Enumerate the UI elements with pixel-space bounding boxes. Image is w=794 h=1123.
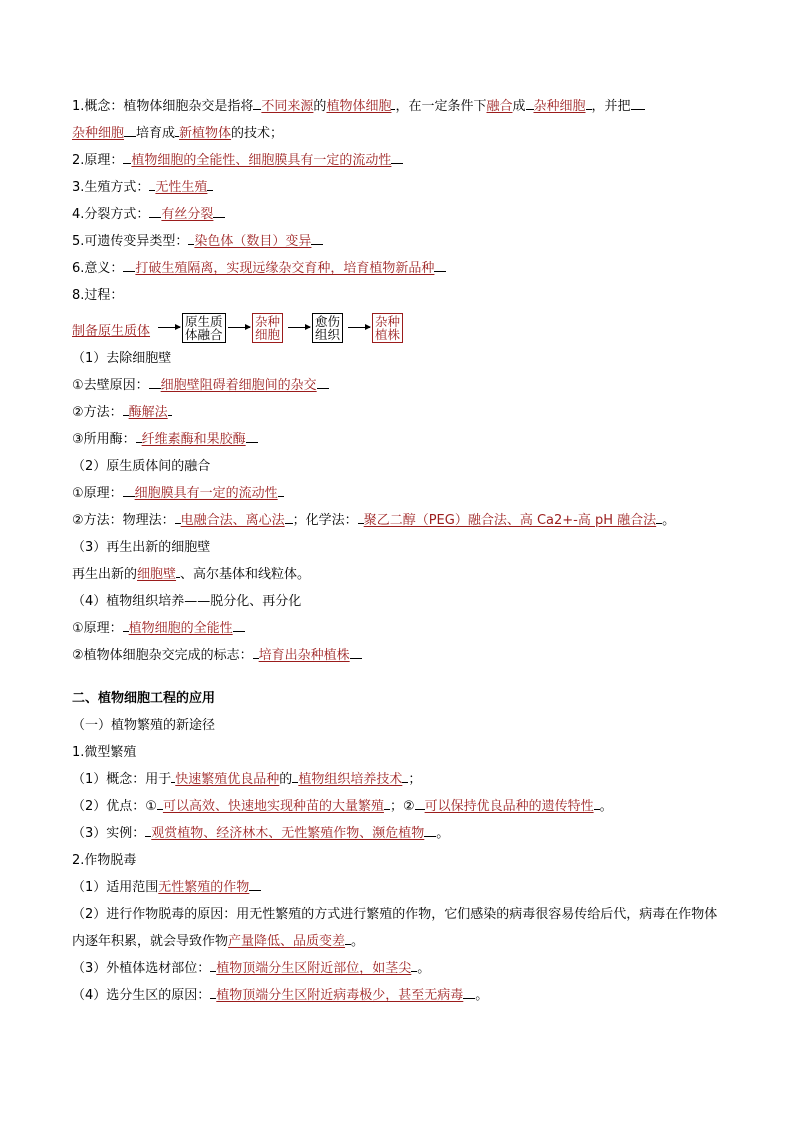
answer-reproduction: 无性生殖 [155, 180, 208, 195]
answer-scope: 无性繁殖的作物 [158, 880, 250, 895]
detox-why [72, 982, 722, 1009]
text: 。 [417, 961, 431, 976]
step2-principle [72, 480, 722, 507]
blank [424, 824, 436, 837]
label: （4）选分生区的原因： [72, 988, 211, 1003]
text: 的 [313, 99, 327, 114]
box-text: 原生质 [185, 314, 223, 329]
box-text: 植株 [375, 327, 401, 342]
blank [207, 178, 213, 191]
answer-membrane-fluidity: 细胞膜具有一定的流动性 [134, 486, 278, 501]
box-text: 体融合 [185, 327, 223, 342]
box-text: 组织 [315, 327, 341, 342]
micro-examples [72, 820, 722, 847]
label: 6.意义： [72, 261, 124, 276]
label: ③所用酶： [72, 432, 136, 447]
text: 的技术； [231, 126, 284, 141]
flow-box-fusion [182, 313, 226, 343]
answer-tissue-culture: 植物组织培养技术 [298, 772, 403, 787]
blank [317, 376, 329, 389]
text: 1.概念：植物体细胞杂交是指将 [72, 99, 254, 114]
blank [124, 124, 136, 137]
label: ②植物体细胞杂交完成的标志： [72, 648, 253, 663]
arrow-icon [158, 327, 180, 328]
label: （3）实例： [72, 826, 146, 841]
step2-method [72, 507, 722, 534]
label: ；化学法： [292, 513, 358, 528]
text: 。 [475, 988, 489, 1003]
label: 3.生殖方式： [72, 180, 150, 195]
answer-hybrid-cell: 杂种细胞 [533, 99, 586, 114]
principle-line [72, 147, 722, 174]
step1-title: （1）去除细胞壁 [72, 351, 172, 366]
label: （1）概念：用于 [72, 772, 172, 787]
answer-wall-reason: 细胞壁阻碍着细胞间的杂交 [160, 378, 317, 393]
micro-concept [72, 766, 722, 793]
meaning-line [72, 255, 722, 282]
answer-cell-wall: 细胞壁 [137, 567, 177, 582]
blank [213, 205, 225, 218]
concept-line-1 [72, 93, 722, 120]
arrow-icon [348, 327, 370, 328]
label: ①原理： [72, 486, 123, 501]
step4-sign [72, 642, 722, 669]
label: 5.可遗传变异类型： [72, 234, 189, 249]
flow-box-callus [312, 313, 343, 343]
step3-title: （3）再生出新的细胞壁 [72, 540, 211, 555]
answer-principle: 植物细胞的全能性、细胞膜具有一定的流动性 [131, 153, 392, 168]
text: ，并把 [591, 99, 631, 114]
text: 。 [436, 826, 450, 841]
blank [149, 205, 161, 218]
label: ②方法：物理法： [72, 513, 175, 528]
label: ①原理： [72, 621, 123, 636]
answer-completion-sign: 培育出杂种植株 [258, 648, 350, 663]
answer-division: 有丝分裂 [161, 207, 214, 222]
answer-advantage-1: 可以高效、快速地实现种苗的大量繁殖 [162, 799, 384, 814]
concept-line-2 [72, 120, 722, 147]
micro-advantages [72, 793, 722, 820]
flow-box-hybrid-plant [372, 313, 403, 343]
label: ②方法： [72, 405, 123, 420]
micro-title: 1.微型繁殖 [72, 745, 137, 760]
blank [149, 376, 161, 389]
arrow-icon [288, 327, 310, 328]
step1-reason [72, 372, 722, 399]
answer-chemical-methods: 聚乙二醇（PEG）融合法、高 Ca2+-高 pH 融合法 [363, 513, 657, 528]
text: 。 [351, 934, 365, 949]
blank [246, 430, 258, 443]
box-text: 细胞 [255, 327, 281, 342]
answer-explant-site: 植物顶端分生区附近部位，如茎尖 [216, 961, 412, 976]
document-page [72, 93, 722, 1009]
box-text: 杂种 [255, 314, 281, 329]
answer-advantage-2: 可以保持优良品种的遗传特性 [424, 799, 594, 814]
variation-line [72, 228, 722, 255]
label: ①去壁原因： [72, 378, 149, 393]
text: 、高尔基体和线粒体。 [180, 567, 311, 582]
blank [278, 484, 284, 497]
answer-yield-decline: 产量降低、品质变差 [228, 934, 346, 949]
step4-principle [72, 615, 722, 642]
blank [123, 259, 135, 272]
step1-enzyme [72, 426, 722, 453]
label: 8.过程： [72, 288, 124, 303]
answer-meristem-reason: 植物顶端分生区附近病毒极少，甚至无病毒 [216, 988, 464, 1003]
flow-box-hybrid-cell [252, 313, 283, 343]
process-line [72, 282, 722, 309]
arrow-icon [228, 327, 250, 328]
label: （1）适用范围 [72, 880, 159, 895]
answer-different-sources: 不同来源 [261, 99, 314, 114]
text: ； [408, 772, 422, 787]
blank [631, 97, 645, 110]
box-text: 愈伤 [315, 314, 341, 329]
answer-enzymolysis: 酶解法 [128, 405, 168, 420]
label: （2）优点：① [72, 799, 157, 814]
blank [249, 878, 261, 891]
answer-enzymes: 纤维素酶和果胶酶 [141, 432, 246, 447]
label: 4.分裂方式： [72, 207, 150, 222]
text: 。 [599, 799, 613, 814]
detox-title: 2.作物脱毒 [72, 853, 137, 868]
reproduction-line [72, 174, 722, 201]
text: （2）进行作物脱毒的原因：用无性繁殖的方式进行繁殖的作物，它们感染的病毒很容易传给后代，病毒在作物体内逐年积累，就会导致作物 [72, 907, 718, 949]
text: 再生出新的 [72, 567, 138, 582]
answer-variation: 染色体（数目）变异 [194, 234, 312, 249]
answer-hybrid-cell-2: 杂种细胞 [72, 126, 125, 141]
text: ；② [389, 799, 415, 814]
blank [233, 619, 245, 632]
blank [123, 484, 135, 497]
blank [311, 232, 323, 245]
box-text: 杂种 [375, 314, 401, 329]
detox-reason [72, 901, 722, 955]
text: 的 [279, 772, 293, 787]
blank [285, 511, 293, 524]
blank [526, 97, 534, 110]
blank [168, 403, 172, 416]
answer-examples: 观赏植物、经济林木、无性繁殖作物、濒危植物 [151, 826, 425, 841]
step1-method [72, 399, 722, 426]
blank [463, 986, 475, 999]
step2-title: （2）原生质体间的融合 [72, 459, 211, 474]
answer-new-plant: 新植物体 [179, 126, 232, 141]
text: ，在一定条件下 [395, 99, 487, 114]
answer-totipotency: 植物细胞的全能性 [128, 621, 233, 636]
detox-site [72, 955, 722, 982]
answer-somatic-cells: 植物体细胞 [326, 99, 392, 114]
division-line [72, 201, 722, 228]
blank [350, 646, 362, 659]
label: （3）外植体选材部位： [72, 961, 211, 976]
process-flow-diagram [72, 313, 722, 343]
blank [434, 259, 446, 272]
label: 2.原理： [72, 153, 124, 168]
step4-title: （4）植物组织培养——脱分化、再分化 [72, 594, 302, 609]
detox-scope [72, 874, 722, 901]
answer-meaning: 打破生殖隔离，实现远缘杂交育种，培育植物新品种 [135, 261, 435, 276]
flow-start-label: 制备原生质体 [72, 324, 151, 339]
section2-sub1: （一）植物繁殖的新途径 [72, 718, 216, 733]
section2-heading: 二、植物细胞工程的应用 [72, 691, 216, 706]
answer-fuse: 融合 [486, 99, 513, 114]
step3-body [72, 561, 722, 588]
text: 培育成 [136, 126, 176, 141]
answer-fast-breeding: 快速繁殖优良品种 [175, 772, 280, 787]
text: 成 [512, 99, 526, 114]
text: 。 [662, 513, 676, 528]
answer-physical-methods: 电融合法、离心法 [180, 513, 285, 528]
blank [415, 797, 425, 810]
blank [391, 151, 403, 164]
